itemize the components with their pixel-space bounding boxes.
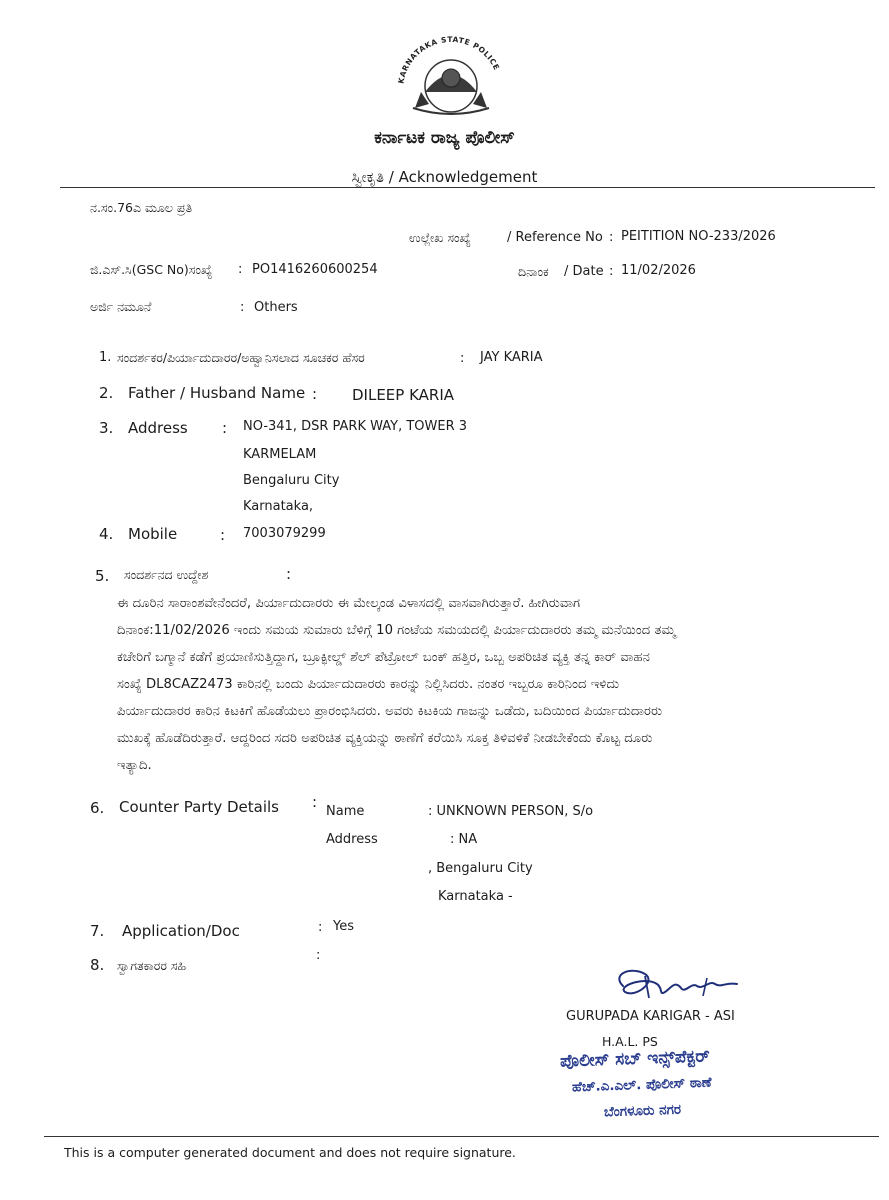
- form-code: ನ.ಸಂ.76ಎ ಮೂಲ ಪ್ರತಿ: [90, 200, 193, 215]
- gsc-value: PO1416260600254: [252, 262, 378, 277]
- address-label: Address: [128, 419, 188, 437]
- mobile-colon: :: [220, 526, 226, 544]
- date-label-kn: ದಿನಾಂಕ: [518, 264, 549, 279]
- item-2-number: 2.: [99, 384, 114, 402]
- purpose-line-5: ಪಿರ್ಯಾದುದಾರರ ಕಾರಿನ ಕಿಟಕಿಗೆ ಹೊಡೆಯಲು ಪ್ರಾರಂಭಿಸಿದರು. ಅವರು ಕಿಟಕಿಯ ಗಾಜನ್ನು ಒಡೆದು, ಬದಿಯಿಂದ ಪಿರ್ಯಾದುದಾರರು: [117, 704, 663, 719]
- counter-party-name: : UNKNOWN PERSON, S/o: [428, 804, 594, 819]
- purpose-line-4: ಸಂಖ್ಯೆ DL8CAZ2473 ಕಾರಿನಲ್ಲಿ ಬಂದು ಪಿರ್ಯಾದುದಾರರು ಕಾರನ್ನು ನಿಲ್ಲಿಸಿದರು. ನಂತರ ಇಬ್ಬರೂ ಕಾರಿನಿಂದ ಇಳಿದು: [117, 677, 620, 692]
- counter-party-colon: :: [312, 793, 318, 811]
- item-6-number: 6.: [90, 799, 105, 817]
- counter-party-state: Karnataka -: [438, 889, 513, 904]
- date-label: / Date: [564, 264, 604, 279]
- purpose-line-6: ಮುಖಕ್ಕೆ ಹೊಡೆದಿರುತ್ತಾರೆ. ಆದ್ದರಿಂದ ಸದರಿ ಅಪರಿಚಿತ ವ್ಯಕ್ತಿಯನ್ನು ಠಾಣೆಗೆ ಕರೆಯಿಸಿ ಸೂಕ್ತ ತಿಳಿವಳಿಕೆ ನೀಡಬೇಕೆಂದು ಕೊಟ್ಟ ದೂರು: [117, 731, 653, 746]
- father-label: Father / Husband Name: [128, 384, 306, 402]
- purpose-line-2: ದಿನಾಂಕ:11/02/2026 ಇಂದು ಸಮಯ ಸುಮಾರು ಬೆಳಿಗ್ಗೆ 10 ಗಂಟೆಯ ಸಮಯದಲ್ಲಿ ಪಿರ್ಯಾದುದಾರರು ತಮ್ಮ ಮನೆಯಿಂದ ತಮ್ಮ: [117, 623, 676, 638]
- item-1-number: 1.: [99, 350, 112, 365]
- counter-party-name-label: Name: [326, 804, 365, 819]
- address-line-4: Karnataka,: [243, 499, 314, 514]
- counter-party-address-label: Address: [326, 832, 378, 847]
- petition-type-label: ಅರ್ಜಿ ನಮೂನೆ: [90, 299, 152, 314]
- purpose-label: ಸಂದರ್ಶನದ ಉದ್ದೇಶ: [124, 567, 209, 582]
- item-3-number: 3.: [99, 419, 114, 437]
- address-line-2: KARMELAM: [243, 447, 317, 462]
- stamp-line-2: ಹೆಚ್.ಎ.ಎಲ್. ಪೊಲೀಸ್ ಠಾಣೆ: [571, 1074, 712, 1096]
- stamp-line-1: ಪೊಲೀಸ್ ಸಬ್ ಇನ್ಸ್‌ಪೆಕ್ಟರ್: [559, 1046, 711, 1072]
- reference-value: PEITITION NO-233/2026: [621, 229, 776, 244]
- counter-party-label: Counter Party Details: [119, 798, 279, 816]
- handwritten-signature: [605, 962, 745, 1008]
- date-value: 11/02/2026: [621, 263, 696, 278]
- address-colon: :: [222, 419, 228, 437]
- complainant-name: JAY KARIA: [480, 350, 543, 365]
- application-colon: :: [318, 920, 323, 935]
- purpose-text: [117, 590, 777, 779]
- application-label: Application/Doc: [122, 922, 240, 940]
- purpose-line-3: ಕಚೇರಿಗೆ ಬಗ್ಮಾನೆ ಕಡೆಗೆ ಪ್ರಯಾಣಿಸುತ್ತಿದ್ದಾಗ, ಬ್ರೂಕ್ಫೀಲ್ಡ್ ಶೆಲ್ ಪೆಟ್ರೋಲ್ ಬಂಕ್ ಹತ್ತಿರ, ಒಬ್ಬ ಅಪರಿಚಿತ ವ್ಯಕ್ತಿ ತನ್ನ ಕಾರ್ ವಾಹನ: [117, 650, 650, 665]
- item-7-number: 7.: [90, 922, 105, 940]
- counter-party-city: , Bengaluru City: [428, 861, 533, 876]
- footer-note: This is a computer generated document and does not require signature.: [64, 1145, 516, 1160]
- application-value: Yes: [333, 919, 354, 934]
- mobile-label: Mobile: [128, 525, 178, 543]
- petition-type-colon: :: [240, 300, 245, 315]
- reference-colon: :: [609, 230, 614, 245]
- address-line-1: NO-341, DSR PARK WAY, TOWER 3: [243, 419, 468, 434]
- complainant-label: ಸಂದರ್ಶಕರ/ಪಿರ್ಯಾದುದಾರರ/ಅಹ್ವಾನಿಸಲಾದ ಸೂಚಕರ ಹೆಸರ: [117, 350, 365, 365]
- father-name: DILEEP KARIA: [352, 386, 455, 404]
- karnataka-police-emblem: [385, 28, 517, 116]
- address-line-3: Bengaluru City: [243, 473, 340, 488]
- stamp-line-3: ಬೆಂಗಳೂರು ನಗರ: [603, 1101, 682, 1121]
- gsc-colon: :: [238, 262, 243, 277]
- reference-label-kn: ಉಲ್ಲೇಖ ಸಂಖ್ಯೆ: [409, 230, 471, 245]
- father-colon: :: [312, 385, 318, 403]
- purpose-line-1: ಈ ದೂರಿನ ಸಾರಾಂಶವೇನೆಂದರೆ, ಪಿರ್ಯಾದುದಾರರು ಈ ಮೇಲ್ಕಂಡ ವಿಳಾಸದಲ್ಲಿ ವಾಸವಾಗಿರುತ್ತಾರೆ. ಹೀಗಿರುವಾಗ: [117, 596, 581, 611]
- date-colon: :: [609, 264, 614, 279]
- item-8-number: 8.: [90, 956, 105, 974]
- item-4-number: 4.: [99, 525, 114, 543]
- complainant-colon: :: [460, 351, 465, 366]
- receiver-signature-label: ಸ್ವಾಗತಕಾರರ ಸಹಿ: [117, 958, 187, 973]
- counter-party-address: : NA: [450, 832, 478, 847]
- receiver-signature-colon: :: [316, 948, 321, 963]
- signatory-station: H.A.L. PS: [602, 1034, 658, 1049]
- signatory-name: GURUPADA KARIGAR - ASI: [566, 1009, 735, 1024]
- header-title: ಕರ್ನಾಟಕ ರಾಜ್ಯ ಪೊಲೀಸ್: [374, 128, 515, 148]
- reference-label: / Reference No: [507, 230, 603, 245]
- purpose-colon: :: [286, 565, 292, 583]
- petition-type-value: Others: [254, 300, 298, 315]
- item-5-number: 5.: [95, 567, 110, 585]
- gsc-label: ಜಿ.ಎಸ್.ಸಿ(GSC No)ಸಂಖ್ಯೆ: [90, 262, 213, 277]
- purpose-line-7: ಇತ್ಯಾದಿ.: [117, 758, 152, 773]
- footer-divider: [44, 1136, 879, 1137]
- header-divider: [60, 187, 875, 188]
- header-subtitle: ಸ್ವೀಕೃತಿ / Acknowledgement: [351, 168, 538, 186]
- mobile-value: 7003079299: [243, 526, 326, 541]
- emblem-arc-text: KARNATAKA STATE POLICE: [396, 34, 502, 85]
